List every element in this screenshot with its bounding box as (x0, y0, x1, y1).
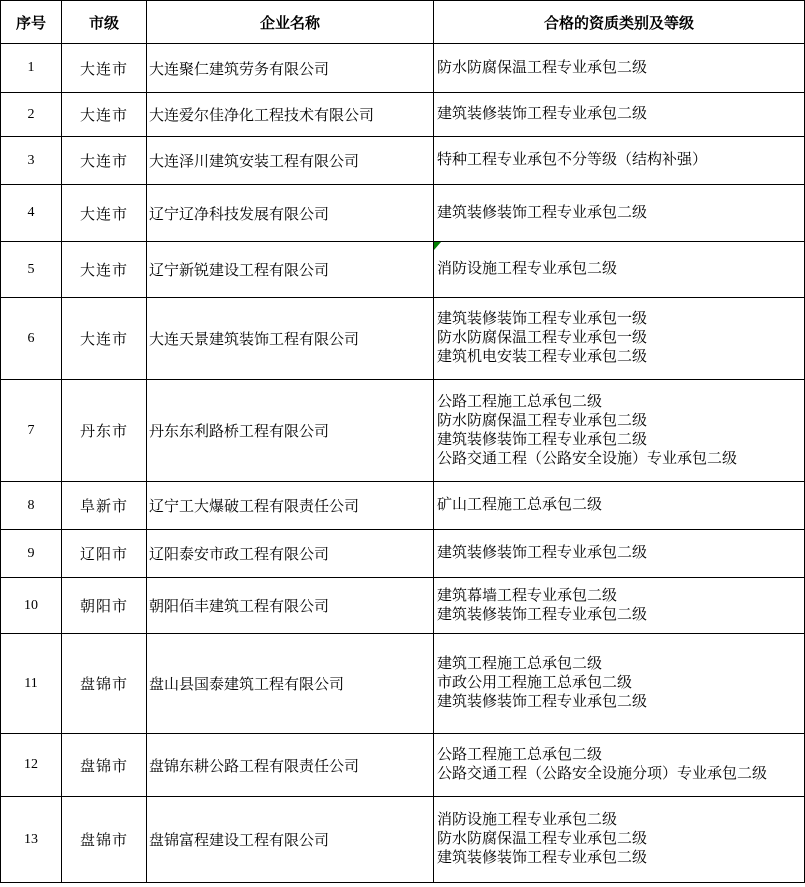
cell-row-number: 8 (1, 482, 62, 530)
table-row (1, 185, 805, 242)
cell-qualifications (434, 734, 805, 797)
cell-city: 盘锦市 (62, 634, 147, 734)
cell-company-name: 丹东东利路桥工程有限公司 (147, 380, 434, 482)
cell-row-number: 4 (1, 185, 62, 242)
cell-row-number: 10 (1, 578, 62, 634)
cell-company-name: 辽宁工大爆破工程有限责任公司 (147, 482, 434, 530)
cell-qualifications (434, 380, 805, 482)
cell-company-name: 大连泽川建筑安装工程有限公司 (147, 137, 434, 185)
cell-row-number: 9 (1, 530, 62, 578)
cell-qualifications (434, 530, 805, 578)
qualification-line: 公路工程施工总承包二级 (437, 393, 603, 410)
header-qualifications: 合格的资质类别及等级 (434, 1, 805, 44)
table-row (1, 298, 805, 380)
header-no: 序号 (1, 1, 62, 44)
cell-row-number: 11 (1, 634, 62, 734)
cell-company-name: 大连聚仁建筑劳务有限公司 (147, 44, 434, 93)
table-row (1, 482, 805, 530)
cell-row-number: 1 (1, 44, 62, 93)
cell-qualifications (434, 298, 805, 380)
qualification-line: 建筑工程施工总承包二级 (437, 656, 603, 672)
qualification-line: 矿山工程施工总承包二级 (437, 497, 603, 513)
table-row (1, 734, 805, 797)
cell-row-number: 6 (1, 298, 62, 380)
header-row (1, 1, 805, 44)
qualification-line: 特种工程专业承包不分等级（结构补强） (437, 152, 708, 168)
cell-city: 丹东市 (62, 380, 147, 482)
table-row (1, 44, 805, 93)
cell-row-number: 7 (1, 380, 62, 482)
qualification-line: 防水防腐保温工程专业承包二级 (437, 412, 648, 429)
qualification-line: 市政公用工程施工总承包二级 (437, 675, 633, 691)
cell-company-name: 盘山县国泰建筑工程有限公司 (147, 634, 434, 734)
qualification-line: 建筑装修装饰工程专业承包一级 (437, 311, 648, 327)
table-row (1, 797, 805, 883)
cell-row-number: 2 (1, 93, 62, 137)
cell-qualifications (434, 634, 805, 734)
cell-city: 辽阳市 (62, 530, 147, 578)
cell-row-number: 13 (1, 797, 62, 883)
cell-company-name: 朝阳佰丰建筑工程有限公司 (147, 578, 434, 634)
cell-company-name: 盘锦东耕公路工程有限责任公司 (147, 734, 434, 797)
cell-qualifications (434, 93, 805, 137)
qualification-line: 建筑装修装饰工程专业承包二级 (437, 431, 648, 448)
qualification-line: 建筑装修装饰工程专业承包二级 (437, 204, 648, 221)
qualification-line: 公路工程施工总承包二级 (437, 747, 603, 763)
table-row (1, 530, 805, 578)
cell-row-number: 5 (1, 242, 62, 298)
cell-city: 盘锦市 (62, 797, 147, 883)
cell-qualifications (434, 242, 805, 298)
qualification-line: 公路交通工程（公路安全设施）专业承包二级 (437, 450, 738, 467)
qualification-line: 建筑装修装饰工程专业承包二级 (437, 850, 648, 866)
cell-qualifications (434, 482, 805, 530)
cell-city: 大连市 (62, 242, 147, 298)
cell-row-number: 12 (1, 734, 62, 797)
cell-city: 大连市 (62, 93, 147, 137)
qualification-line: 建筑机电安装工程专业承包二级 (437, 349, 648, 365)
cell-company-name: 辽阳泰安市政工程有限公司 (147, 530, 434, 578)
cell-city: 大连市 (62, 185, 147, 242)
qualification-line: 消防设施工程专业承包二级 (437, 261, 618, 277)
qualification-line: 建筑幕墙工程专业承包二级 (437, 587, 618, 604)
cell-company-name: 大连爱尔佳净化工程技术有限公司 (147, 93, 434, 137)
table-row (1, 634, 805, 734)
cell-company-name: 辽宁辽净科技发展有限公司 (147, 185, 434, 242)
cell-qualifications (434, 578, 805, 634)
qualification-line: 公路交通工程（公路安全设施分项）专业承包二级 (437, 766, 768, 782)
table-row (1, 578, 805, 634)
qualification-line: 建筑装修装饰工程专业承包二级 (437, 606, 648, 623)
table-row (1, 93, 805, 137)
green-triangle-icon (434, 242, 441, 250)
cell-city: 朝阳市 (62, 578, 147, 634)
cell-company-name: 辽宁新锐建设工程有限公司 (147, 242, 434, 298)
cell-row-number: 3 (1, 137, 62, 185)
cell-qualifications (434, 797, 805, 883)
cell-city: 大连市 (62, 44, 147, 93)
cell-city: 阜新市 (62, 482, 147, 530)
cell-city: 大连市 (62, 298, 147, 380)
qualification-line: 建筑装修装饰工程专业承包二级 (437, 545, 648, 561)
cell-qualifications (434, 185, 805, 242)
cell-qualifications (434, 137, 805, 185)
qualification-line: 防水防腐保温工程专业承包一级 (437, 330, 648, 346)
qualification-line: 建筑装修装饰工程专业承包二级 (437, 106, 648, 122)
header-city: 市级 (62, 1, 147, 44)
qualification-line: 建筑装修装饰工程专业承包二级 (437, 694, 648, 710)
cell-company-name: 盘锦富程建设工程有限公司 (147, 797, 434, 883)
cell-company-name: 大连天景建筑装饰工程有限公司 (147, 298, 434, 380)
table-row (1, 380, 805, 482)
table-row (1, 242, 805, 298)
table-row (1, 137, 805, 185)
cell-city: 盘锦市 (62, 734, 147, 797)
header-company: 企业名称 (147, 1, 434, 44)
cell-city: 大连市 (62, 137, 147, 185)
qualification-line: 消防设施工程专业承包二级 (437, 812, 618, 828)
qualification-line: 防水防腐保温工程专业承包二级 (437, 59, 648, 76)
cell-qualifications (434, 44, 805, 93)
qualification-line: 防水防腐保温工程专业承包二级 (437, 831, 648, 847)
